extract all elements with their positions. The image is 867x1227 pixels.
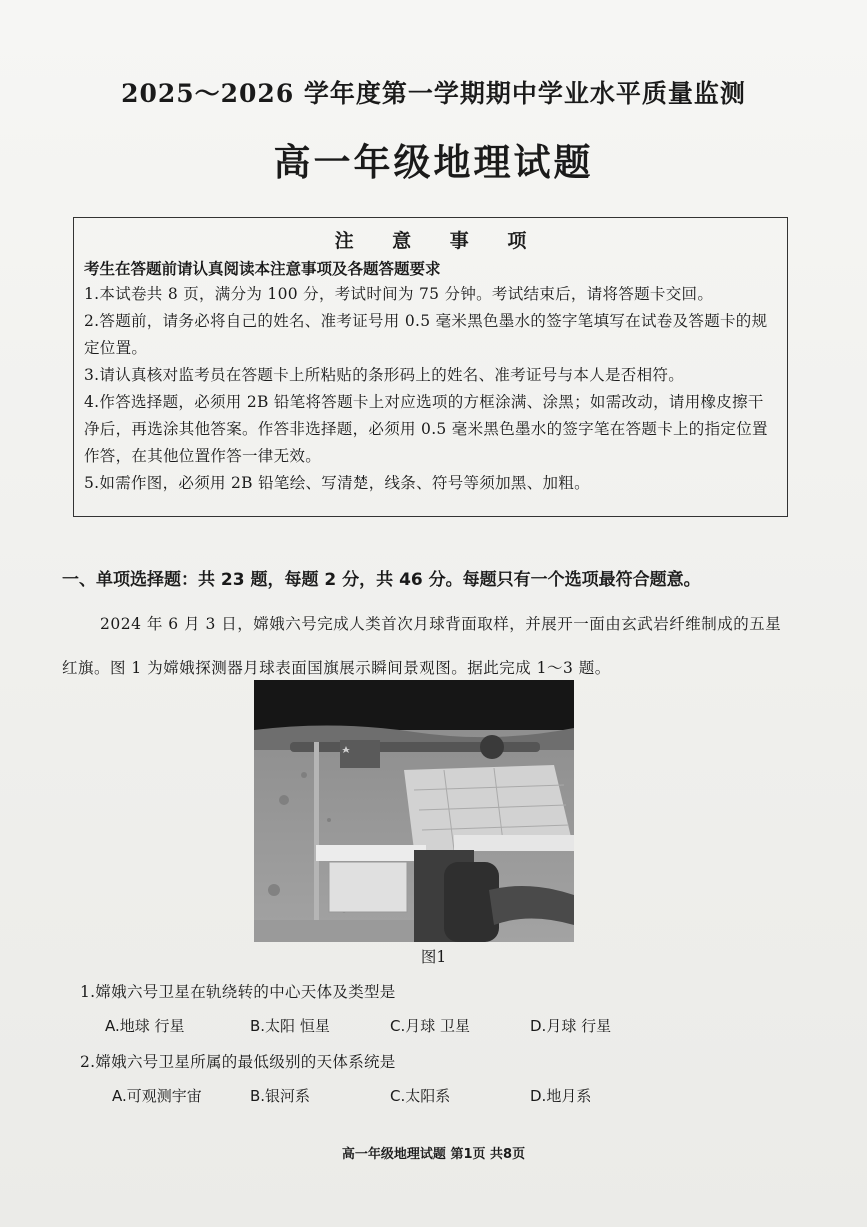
- question-intro: 2024 年 6 月 3 日，嫦娥六号完成人类首次月球背面取样，并展开一面由玄武岩纤维制成的五星红旗。图 1 为嫦娥探测器月球表面国旗展示瞬间景观图。据此完成 1～3 题。: [62, 615, 782, 677]
- question-2-stem: 2.嫦娥六号卫星所属的最低级别的天体系统是: [80, 1053, 396, 1071]
- exam-title: 高一年级地理试题: [273, 140, 594, 184]
- notice-box: [73, 217, 788, 517]
- notice-item-1: 1.本试卷共 8 页，满分为 100 分，考试时间为 75 分钟。考试结束后，请将答题卡交回。: [84, 285, 714, 303]
- page-footer: 高一年级地理试题 第1页 共8页: [341, 1147, 526, 1162]
- notice-subtitle: 考生在答题前请认真阅读本注意事项及各题答题要求: [84, 260, 441, 278]
- question-2-option-d: D.地月系: [530, 1087, 592, 1105]
- question-2-option-a: A.可观测宇宙: [112, 1087, 202, 1105]
- question-1-option-b: B.太阳 恒星: [250, 1017, 330, 1035]
- notice-item-3: 3.请认真核对监考员在答题卡上所粘贴的条形码上的姓名、准考证号与本人是否相符。: [84, 366, 684, 384]
- notice-item-4: 4.作答选择题，必须用 2B 铅笔将答题卡上对应选项的方框涂满、涂黑；如需改动，请用橡皮擦干净后，再选涂其他答案。作答非选择题，必须用 0.5 毫米黑色墨水的签字笔在答题卡上的指定位置作答，在其他位置作答一律无效。: [84, 393, 768, 465]
- figure-caption: 图1: [420, 948, 447, 966]
- lunar-surface-photo: [254, 680, 574, 942]
- section-heading: 一、单项选择题：共 23 题，每题 2 分，共 46 分。每题只有一个选项最符合题意。: [62, 570, 701, 590]
- notice-item-2: 2.答题前，请务必将自己的姓名、准考证号用 0.5 毫米黑色墨水的签字笔填写在试卷及答题卡的规定位置。: [84, 312, 768, 357]
- notice-title: 注 意 事 项: [334, 230, 543, 252]
- exam-header-term: 2025～2026 学年度第一学期期中学业水平质量监测: [121, 79, 746, 108]
- question-2-option-b: B.银河系: [250, 1087, 311, 1105]
- question-2-option-c: C.太阳系: [390, 1087, 451, 1105]
- question-1-stem: 1.嫦娥六号卫星在轨绕转的中心天体及类型是: [80, 983, 396, 1001]
- question-1-option-a: A.地球 行星: [105, 1017, 185, 1035]
- lunar-photo-illustration: [254, 680, 574, 942]
- notice-item-5: 5.如需作图，必须用 2B 铅笔绘、写清楚，线条、符号等须加黑、加粗。: [84, 474, 590, 492]
- question-1-option-d: D.月球 行星: [530, 1017, 612, 1035]
- question-1-option-c: C.月球 卫星: [390, 1017, 471, 1035]
